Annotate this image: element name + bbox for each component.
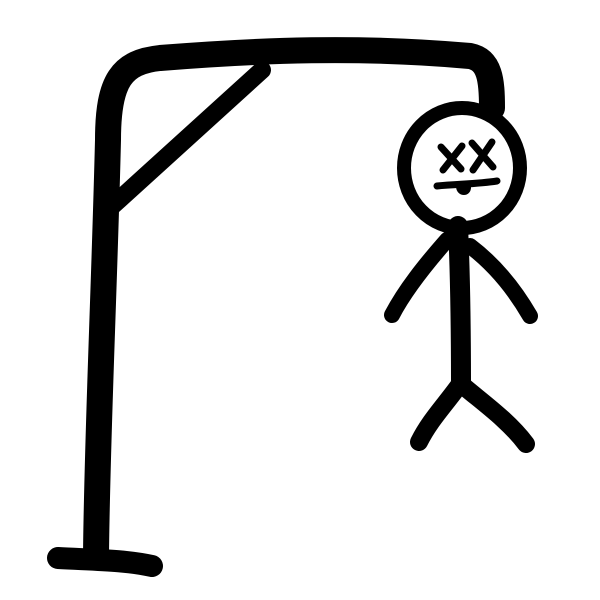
left-arm [392,240,447,315]
hanged-figure [392,108,530,444]
body [458,226,461,386]
tongue [456,186,471,195]
left-eye-x [441,146,462,170]
mouth [437,181,497,186]
right-leg [461,384,526,444]
right-arm [470,246,530,316]
dead-face [437,142,497,195]
gallows-brace [110,70,262,208]
gallows-post-and-beam [96,50,492,556]
left-leg [419,384,460,442]
right-eye-x [472,142,493,170]
